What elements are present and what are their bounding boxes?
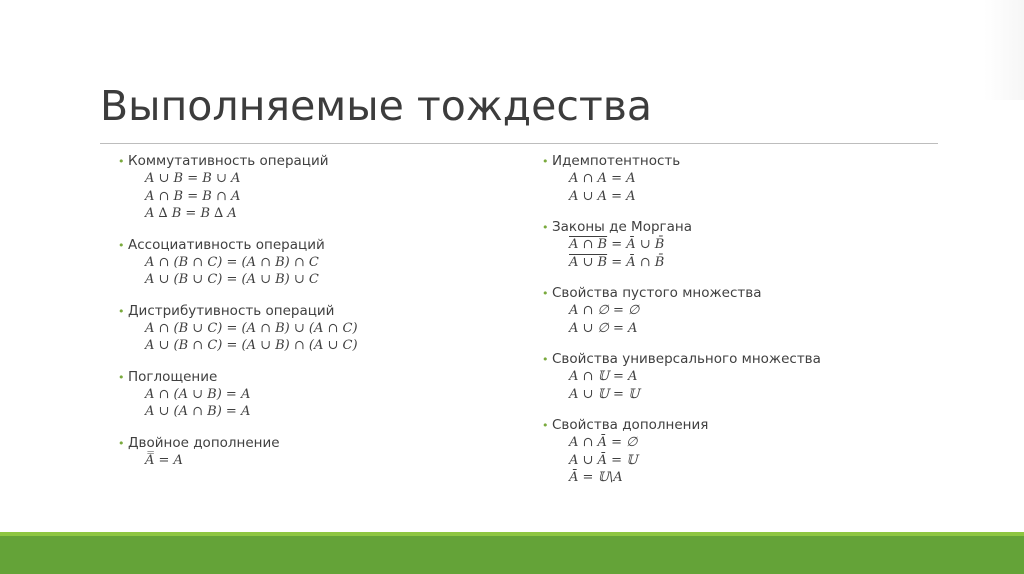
formula-rhs: = Ā ∩ B̄ — [607, 254, 665, 270]
group-heading — [118, 237, 498, 254]
group-de-morgan — [542, 219, 932, 271]
footer-band — [0, 536, 1024, 574]
group-commutativity — [118, 153, 498, 223]
group-heading — [542, 417, 932, 434]
heading-text: Ассоциативность операций — [128, 236, 325, 253]
formula: A ∆ B = B ∆ A — [145, 206, 237, 221]
formula: A ∪ ∅ = A — [569, 320, 638, 336]
group-heading — [118, 153, 498, 170]
formula: A ∩ B = B ∩ A — [145, 188, 241, 204]
group-heading — [118, 303, 498, 320]
formula: A̿ = A — [145, 452, 183, 468]
right-column — [542, 153, 932, 487]
formula: A ∩ ∅ = ∅ — [569, 303, 640, 318]
formula: A ∩ (B ∪ C) = (A ∩ B) ∪ (A ∩ C) — [145, 320, 358, 336]
left-column — [118, 153, 498, 469]
group-heading — [118, 369, 498, 386]
overlined-expression: A ∩ B — [569, 237, 608, 252]
group-double-complement — [118, 435, 498, 470]
formula: Ā = 𝕌\A — [569, 470, 623, 485]
overlined-expression: A ∪ B — [569, 254, 608, 270]
heading-text: Коммутативность операций — [128, 153, 329, 169]
group-complement — [542, 417, 932, 487]
bullet-icon: • — [118, 370, 125, 384]
bullet-icon: • — [118, 304, 125, 318]
formula: A ∪ (B ∩ C) = (A ∪ B) ∩ (A ∪ C) — [145, 338, 358, 353]
formula-rhs: = Ā ∪ B̄ — [607, 237, 665, 252]
heading-text: Законы де Моргана — [552, 219, 692, 235]
formula: A ∪ (B ∪ C) = (A ∪ B) ∪ C — [145, 272, 319, 287]
formula: A ∪ B = B ∪ A — [145, 171, 241, 186]
bullet-icon: • — [118, 155, 125, 168]
formula — [542, 254, 932, 272]
group-heading — [542, 153, 932, 170]
group-heading — [118, 435, 498, 452]
bullet-icon: • — [542, 353, 549, 366]
formula: A ∩ A = A — [569, 171, 636, 186]
group-idempotence — [542, 153, 932, 205]
heading-text: Свойства универсального множества — [552, 351, 821, 367]
heading-text: Идемпотентность — [552, 153, 681, 169]
bullet-icon: • — [118, 238, 125, 252]
heading-text: Дистрибутивность операций — [128, 302, 335, 319]
slide-title: Выполняемые тождества — [100, 82, 653, 130]
heading-text: Двойное дополнение — [128, 434, 280, 451]
bullet-icon: • — [542, 155, 549, 168]
title-divider — [100, 143, 938, 144]
heading-text: Свойства пустого множества — [552, 285, 762, 301]
group-heading — [542, 351, 932, 368]
group-heading — [542, 285, 932, 302]
formula: A ∪ 𝕌 = 𝕌 — [569, 386, 640, 402]
heading-text: Свойства дополнения — [552, 417, 709, 433]
group-associativity — [118, 237, 498, 289]
formula: A ∩ 𝕌 = A — [569, 369, 638, 384]
formula: A ∪ A = A — [569, 188, 636, 204]
formula: A ∩ (A ∪ B) = A — [145, 386, 251, 402]
formula: A ∪ Ā = 𝕌 — [569, 452, 638, 468]
formula — [542, 236, 932, 254]
group-universal-set — [542, 351, 932, 403]
heading-text: Поглощение — [128, 368, 218, 385]
group-empty-set — [542, 285, 932, 337]
group-heading — [542, 219, 932, 236]
formula: A ∩ (B ∩ C) = (A ∩ B) ∩ C — [145, 254, 319, 270]
corner-shade — [984, 0, 1024, 100]
formula: A ∪ (A ∩ B) = A — [145, 404, 251, 419]
formula: A ∩ Ā = ∅ — [569, 435, 638, 450]
group-distributivity — [118, 303, 498, 355]
bullet-icon: • — [118, 436, 125, 450]
bullet-icon: • — [542, 287, 549, 300]
bullet-icon: • — [542, 419, 549, 432]
bullet-icon: • — [542, 221, 549, 234]
group-absorption — [118, 369, 498, 421]
